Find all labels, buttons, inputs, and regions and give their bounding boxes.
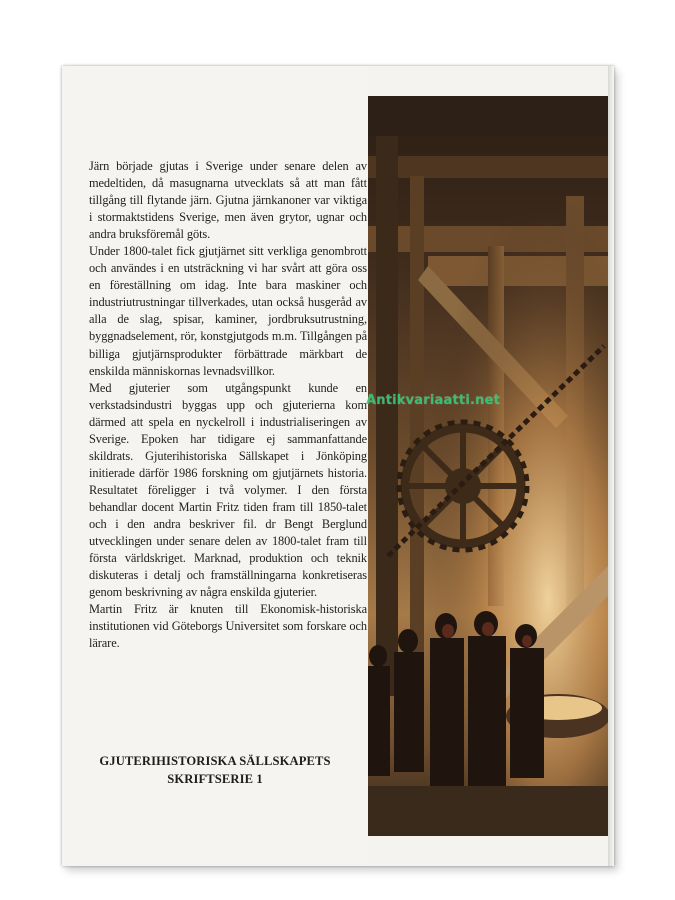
series-title-line-1: GJUTERIHISTORISKA SÄLLSKAPETS — [99, 754, 331, 768]
blurb-paragraph-1: Järn började gjutas i Sverige under senare delen av medeltiden, då masugnarna utvecklats så att man fått tillgång till flytande järn. Gjutna järnkanoner var viktiga i stormaktstidens Sverige, men även grytor, ugnar och andra bruksföremål göts. — [89, 159, 367, 242]
series-title-line-2: SKRIFTSERIE 1 — [167, 772, 263, 786]
watermark-text: Antikvariaatti.net — [366, 393, 500, 408]
blurb-paragraph-2: Under 1800-talet fick gjutjärnet sitt verkliga genombrott och användes i en utsträckning vi har svårt att göra oss en föreställning om idag. Inte bara maskiner och industriutrustningar tillverkades, utan också husgeråd av alla de slag, spisar, kaminer, jordbruksutrustning, byggnadselement, rör, konstgjutgods m.m. Tillgången på billiga gjutjärnsprodukter förbättrade märkbart de enskilda människornas levnadsvillkor. — [89, 244, 367, 378]
series-title — [62, 752, 368, 788]
blurb-paragraph-4: Martin Fritz är knuten till Ekonomisk-historiska institutionen vid Göteborgs Universitet som forskare och lärare. — [89, 602, 367, 651]
blurb-text — [89, 158, 367, 652]
text-panel — [62, 66, 368, 866]
book-back-cover — [62, 66, 614, 866]
blurb-paragraph-3: Med gjuterier som utgångspunkt kunde en verkstadsindustri byggas upp och gjuterierna kom därmed att spela en nyckelroll i industrialiseringen av Sverige. Epoken har tidigare ej sammanfattande skildrats. Gjuterihistoriska Sällskapet i Jönköping initierade därför 1986 forskning om gjutjärnets historia. Resultatet föreligger i två volymer. I den första behandlar docent Martin Fritz tiden fram till 1850-talet och i den andra beskriver fil. dr Bengt Berglund utvecklingen under senare delen av 1800-talet fram till första världskriget. Marknad, produktion och teknik diskuteras i detalj och framställningarna konkretiseras genom beskrivning av några enskilda gjuterier. — [89, 380, 367, 600]
foundry-floor — [368, 786, 608, 836]
cover-edge — [608, 66, 614, 866]
foundry-painting-svg — [368, 96, 608, 836]
foundry-illustration — [368, 96, 608, 836]
